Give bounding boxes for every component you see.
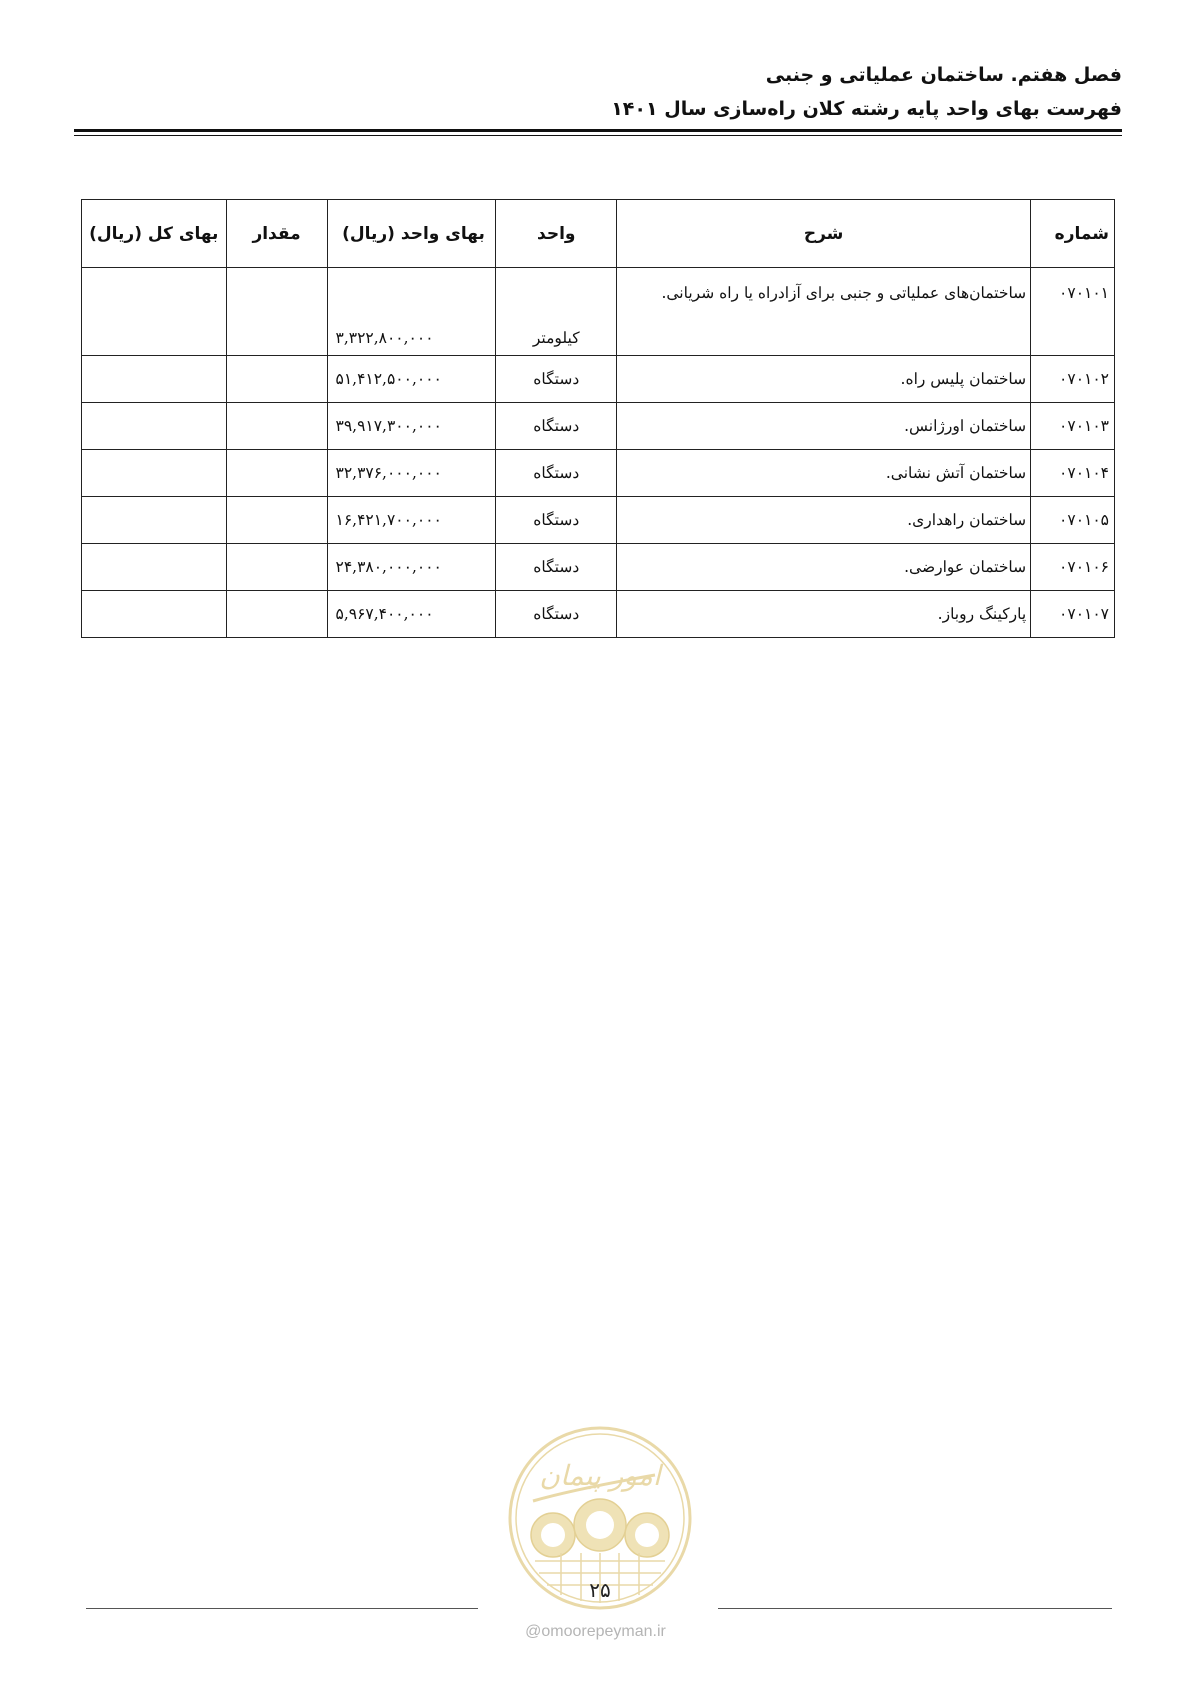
row-unit: کیلومتر — [496, 268, 617, 356]
column-header-description: شرح — [617, 200, 1031, 268]
row-unit: دستگاه — [496, 403, 617, 450]
table-row — [82, 403, 1115, 450]
row-unit-price: ۵,۹۶۷,۴۰۰,۰۰۰ — [327, 591, 496, 638]
row-total-price — [82, 268, 227, 356]
row-code: ۰۷۰۱۰۴ — [1031, 450, 1115, 497]
row-description: ساختمان آتش نشانی. — [617, 450, 1031, 497]
row-quantity — [226, 403, 327, 450]
row-unit-price: ۵۱,۴۱۲,۵۰۰,۰۰۰ — [327, 356, 496, 403]
footer-rule-right — [718, 1608, 1112, 1609]
row-total-price — [82, 450, 227, 497]
row-total-price — [82, 497, 227, 544]
row-unit-price: ۱۶,۴۲۱,۷۰۰,۰۰۰ — [327, 497, 496, 544]
row-unit-price: ۳,۳۲۲,۸۰۰,۰۰۰ — [327, 268, 496, 356]
row-description: ساختمان عوارضی. — [617, 544, 1031, 591]
row-quantity — [226, 591, 327, 638]
table-row — [82, 356, 1115, 403]
row-unit: دستگاه — [496, 497, 617, 544]
table-row — [82, 268, 1115, 356]
row-unit-price: ۳۹,۹۱۷,۳۰۰,۰۰۰ — [327, 403, 496, 450]
header-rule-thin — [74, 135, 1122, 136]
row-unit-price: ۳۲,۳۷۶,۰۰۰,۰۰۰ — [327, 450, 496, 497]
row-code: ۰۷۰۱۰۵ — [1031, 497, 1115, 544]
row-code: ۰۷۰۱۰۱ — [1031, 268, 1115, 356]
column-header-unit: واحد — [496, 200, 617, 268]
chapter-title: فصل هفتم. ساختمان عملیاتی و جنبی — [765, 64, 1122, 86]
row-quantity — [226, 497, 327, 544]
row-total-price — [82, 591, 227, 638]
table-row — [82, 450, 1115, 497]
document-subtitle: فهرست بهای واحد پایه رشته کلان راه‌سازی سال ۱۴۰۱ — [611, 98, 1122, 120]
row-unit: دستگاه — [496, 544, 617, 591]
row-description: ساختمان‌های عملیاتی و جنبی برای آزادراه یا راه شریانی. — [617, 268, 1031, 356]
row-code: ۰۷۰۱۰۶ — [1031, 544, 1115, 591]
row-description: ساختمان راهداری. — [617, 497, 1031, 544]
table-row — [82, 497, 1115, 544]
row-unit-price: ۲۴,۳۸۰,۰۰۰,۰۰۰ — [327, 544, 496, 591]
row-unit: دستگاه — [496, 450, 617, 497]
row-total-price — [82, 403, 227, 450]
table-row — [82, 591, 1115, 638]
page-number: ۲۵ — [589, 1578, 611, 1602]
page-header — [74, 58, 1122, 126]
row-total-price — [82, 544, 227, 591]
footer-rule-left — [86, 1608, 478, 1609]
row-description: پارکینگ روباز. — [617, 591, 1031, 638]
row-quantity — [226, 268, 327, 356]
column-header-unit-price: بهای واحد (ریال) — [327, 200, 496, 268]
row-code: ۰۷۰۱۰۲ — [1031, 356, 1115, 403]
row-code: ۰۷۰۱۰۷ — [1031, 591, 1115, 638]
table-header-row — [82, 200, 1115, 268]
table-row — [82, 544, 1115, 591]
header-rule-thick — [74, 129, 1122, 132]
row-quantity — [226, 450, 327, 497]
website-watermark: @omoorepeyman.ir — [525, 1623, 666, 1640]
row-unit: دستگاه — [496, 591, 617, 638]
column-header-code: شماره — [1031, 200, 1115, 268]
row-description: ساختمان اورژانس. — [617, 403, 1031, 450]
column-header-quantity: مقدار — [226, 200, 327, 268]
row-total-price — [82, 356, 227, 403]
row-unit: دستگاه — [496, 356, 617, 403]
seal-text: امور پیمان — [539, 1459, 661, 1492]
column-header-total-price: بهای کل (ریال) — [82, 200, 227, 268]
row-description: ساختمان پلیس راه. — [617, 356, 1031, 403]
row-code: ۰۷۰۱۰۳ — [1031, 403, 1115, 450]
row-quantity — [226, 356, 327, 403]
row-quantity — [226, 544, 327, 591]
price-table — [81, 199, 1115, 638]
